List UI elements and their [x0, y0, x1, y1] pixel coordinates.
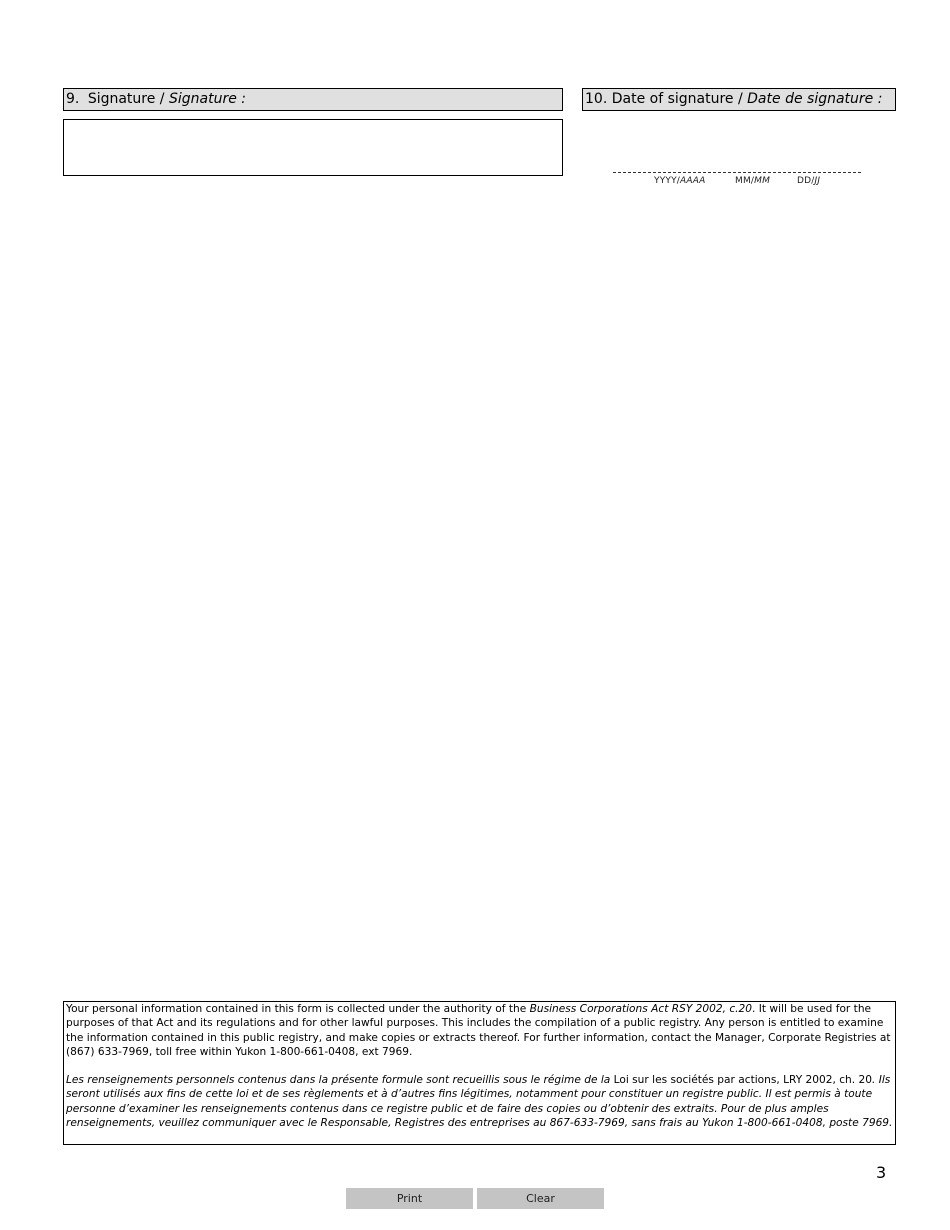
privacy-fr-text-1: Les renseignements personnels contenus dans la présente formule sont recueillis sous le régime de la — [66, 1074, 614, 1087]
signature-number: 9. — [66, 91, 80, 107]
signature-label-en: Signature / — [87, 91, 165, 107]
privacy-notice-english — [66, 1002, 893, 1059]
clear-button[interactable]: Clear — [477, 1188, 604, 1209]
notice-spacer — [66, 1059, 893, 1073]
date-label-fr: Date de signature : — [747, 91, 883, 107]
date-hint-year-fr: AAAA — [680, 176, 706, 186]
privacy-en-act-name: Business Corporations Act RSY 2002, c.20 — [529, 1003, 753, 1015]
date-hint-year-en: YYYY/ — [654, 176, 681, 186]
date-hint-day-en: DD/ — [797, 176, 815, 186]
signature-label-fr: Signature : — [168, 91, 246, 107]
privacy-notice-french — [66, 1073, 893, 1130]
date-of-signature-label — [582, 88, 896, 111]
signature-field[interactable] — [63, 119, 563, 176]
privacy-notice — [63, 1001, 896, 1145]
signature-label — [63, 88, 563, 111]
privacy-fr-act-name: Loi sur les sociétés par actions, LRY 2002, ch. 20 — [613, 1074, 872, 1087]
date-hint-day-fr: JJ — [814, 176, 821, 186]
privacy-en-text-1: Your personal information contained in this form is collected under the authority of the — [66, 1003, 530, 1015]
date-number: 10. — [585, 91, 608, 107]
date-hint-month-en: MM/ — [735, 176, 755, 186]
date-hint-month-fr: MM — [754, 176, 771, 186]
date-hint-year — [654, 176, 705, 186]
privacy-en-text-2: . It will be used for the purposes of that Act and its regulations and for other lawful purposes. This includes the compilation of a public registry. Any person is entitled to examine the information contained in this public registry, and make copies or extracts thereof. For further information, contact the Manager, Corporate Registries at (867) 633-7969, toll free within Yukon 1-800-661-0408, ext 7969. — [66, 1003, 891, 1058]
date-label-en: Date of signature / — [611, 91, 743, 107]
page-number: 3 — [876, 1163, 887, 1182]
privacy-fr-text-2: . Ils seront utilisés aux fins de cette loi et de ses règlements et à d’autres fins légitimes, notamment pour constituer un registre public. Il est permis à toute personne d’examiner les renseignements contenus dans ce registre public et de faire des copies ou d’obtenir des extraits. Pour de plus amples renseignements, veuillez communiquer avec le Responsable, Registres des entreprises au 867-633-7969, sans frais au Yukon 1-800-661-0408, poste 7969. — [66, 1074, 893, 1130]
print-button[interactable]: Print — [346, 1188, 473, 1209]
date-hint-day — [797, 176, 820, 186]
date-hint-month — [735, 176, 770, 186]
date-of-signature-field[interactable] — [613, 172, 861, 173]
